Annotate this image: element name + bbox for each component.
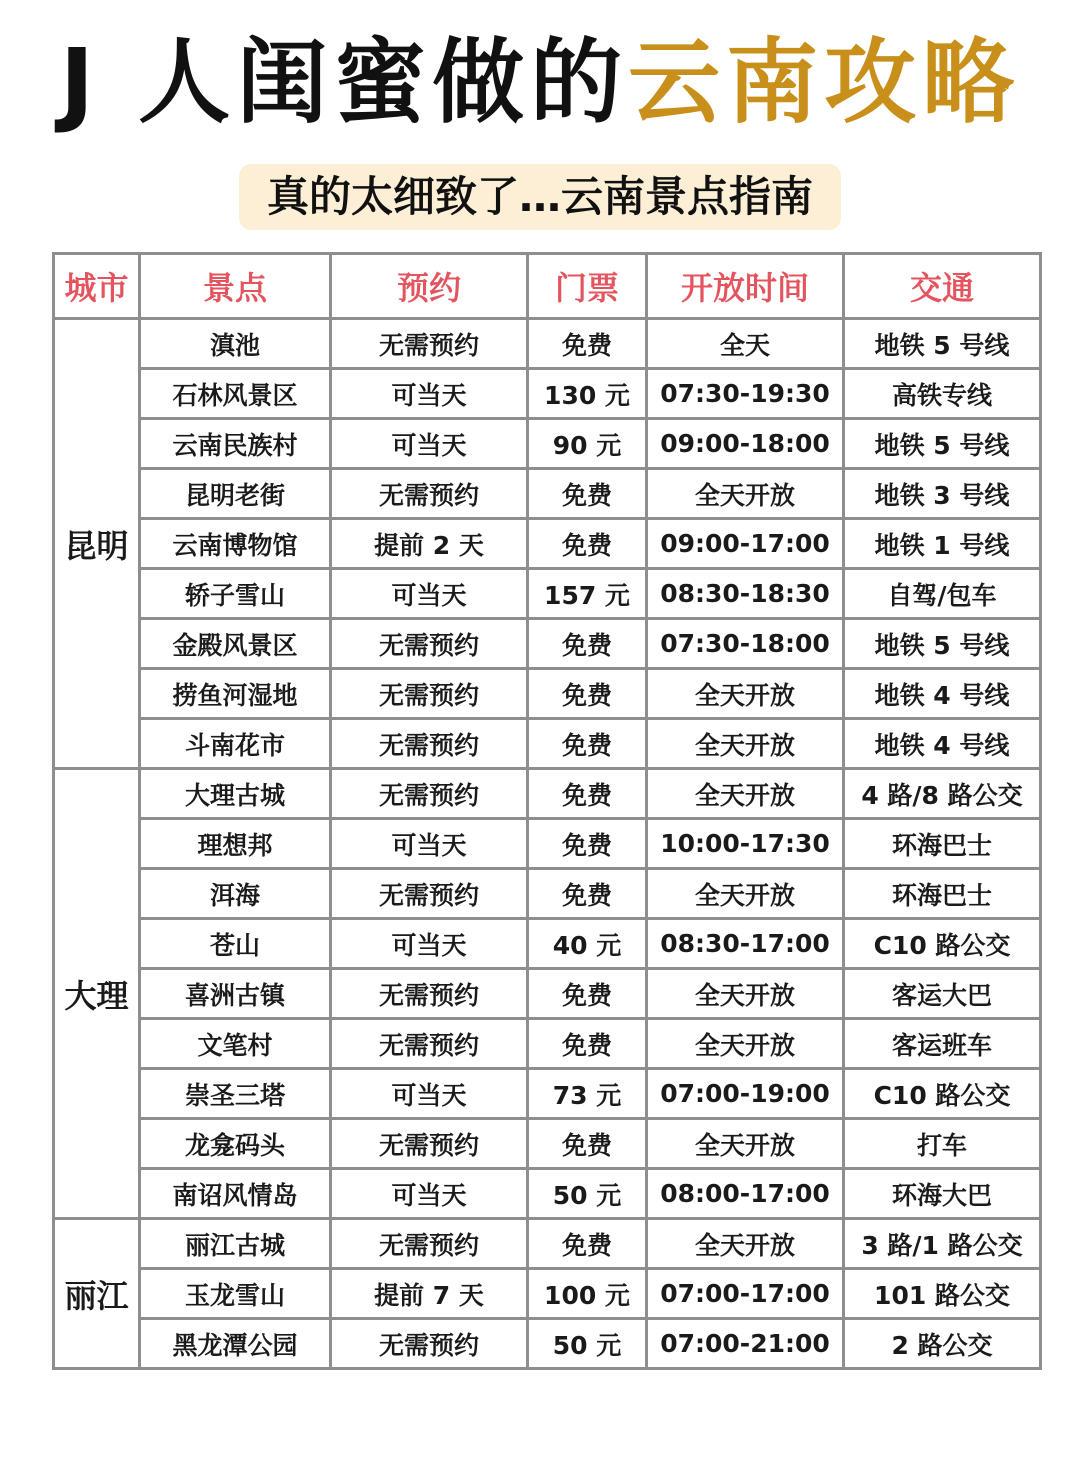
reservation-cell: 无需预约 (331, 1219, 528, 1269)
ticket-cell: 90 元 (528, 419, 647, 469)
ticket-cell: 免费 (528, 319, 647, 369)
reservation-cell: 可当天 (331, 419, 528, 469)
table-row (54, 769, 1041, 819)
spot-cell: 苍山 (140, 919, 331, 969)
transport-cell: 环海巴士 (844, 869, 1041, 919)
ticket-cell: 免费 (528, 719, 647, 769)
header-transport: 交通 (844, 254, 1041, 319)
ticket-cell: 免费 (528, 669, 647, 719)
spot-cell: 龙龛码头 (140, 1119, 331, 1169)
ticket-cell: 免费 (528, 519, 647, 569)
table-row (54, 869, 1041, 919)
hours-cell: 全天 (647, 319, 844, 369)
ticket-cell: 免费 (528, 1119, 647, 1169)
table-row (54, 619, 1041, 669)
reservation-cell: 提前 7 天 (331, 1269, 528, 1319)
reservation-cell: 无需预约 (331, 619, 528, 669)
reservation-cell: 提前 2 天 (331, 519, 528, 569)
hours-cell: 全天开放 (647, 1219, 844, 1269)
reservation-cell: 无需预约 (331, 769, 528, 819)
spot-cell: 崇圣三塔 (140, 1069, 331, 1119)
hours-cell: 全天开放 (647, 769, 844, 819)
ticket-cell: 免费 (528, 619, 647, 669)
transport-cell: 高铁专线 (844, 369, 1041, 419)
hours-cell: 全天开放 (647, 1019, 844, 1069)
reservation-cell: 无需预约 (331, 1119, 528, 1169)
hours-cell: 08:30-17:00 (647, 919, 844, 969)
ticket-cell: 130 元 (528, 369, 647, 419)
spot-cell: 洱海 (140, 869, 331, 919)
table-row (54, 1169, 1041, 1219)
hours-cell: 07:00-19:00 (647, 1069, 844, 1119)
ticket-cell: 40 元 (528, 919, 647, 969)
table-row (54, 319, 1041, 369)
spot-cell: 滇池 (140, 319, 331, 369)
hours-cell: 08:00-17:00 (647, 1169, 844, 1219)
header-ticket: 门票 (528, 254, 647, 319)
transport-cell: 客运大巴 (844, 969, 1041, 1019)
header-hours: 开放时间 (647, 254, 844, 319)
transport-cell: 环海大巴 (844, 1169, 1041, 1219)
reservation-cell: 无需预约 (331, 669, 528, 719)
reservation-cell: 可当天 (331, 819, 528, 869)
title-part1: J 人闺蜜做的 (59, 29, 629, 136)
table-row (54, 669, 1041, 719)
header-spot: 景点 (140, 254, 331, 319)
spot-cell: 南诏风情岛 (140, 1169, 331, 1219)
table-row (54, 1219, 1041, 1269)
spot-cell: 轿子雪山 (140, 569, 331, 619)
hours-cell: 全天开放 (647, 719, 844, 769)
table-row (54, 469, 1041, 519)
transport-cell: 打车 (844, 1119, 1041, 1169)
table-body (54, 319, 1041, 1369)
transport-cell: 自驾/包车 (844, 569, 1041, 619)
reservation-cell: 无需预约 (331, 319, 528, 369)
table-row (54, 819, 1041, 869)
spot-cell: 斗南花市 (140, 719, 331, 769)
ticket-cell: 50 元 (528, 1319, 647, 1369)
reservation-cell: 无需预约 (331, 869, 528, 919)
transport-cell: 地铁 4 号线 (844, 669, 1041, 719)
table-row (54, 1269, 1041, 1319)
city-cell: 大理 (54, 769, 140, 1219)
header-reservation: 预约 (331, 254, 528, 319)
table-row (54, 1319, 1041, 1369)
transport-cell: 2 路公交 (844, 1319, 1041, 1369)
hours-cell: 09:00-17:00 (647, 519, 844, 569)
table-row (54, 1019, 1041, 1069)
table-row (54, 419, 1041, 469)
title-part2: 云南攻略 (628, 29, 1021, 136)
ticket-cell: 100 元 (528, 1269, 647, 1319)
transport-cell: 客运班车 (844, 1019, 1041, 1069)
reservation-cell: 可当天 (331, 569, 528, 619)
hours-cell: 全天开放 (647, 669, 844, 719)
subtitle-banner: 真的太细致了…云南景点指南 (239, 164, 841, 230)
transport-cell: 101 路公交 (844, 1269, 1041, 1319)
city-cell: 丽江 (54, 1219, 140, 1369)
ticket-cell: 73 元 (528, 1069, 647, 1119)
table-row (54, 919, 1041, 969)
ticket-cell: 免费 (528, 769, 647, 819)
hours-cell: 全天开放 (647, 469, 844, 519)
page-title (0, 28, 1080, 138)
hours-cell: 07:30-19:30 (647, 369, 844, 419)
hours-cell: 07:30-18:00 (647, 619, 844, 669)
ticket-cell: 免费 (528, 969, 647, 1019)
table-row (54, 569, 1041, 619)
table-header-row (54, 254, 1041, 319)
reservation-cell: 可当天 (331, 919, 528, 969)
spot-cell: 黑龙潭公园 (140, 1319, 331, 1369)
spot-cell: 石林风景区 (140, 369, 331, 419)
spot-cell: 云南民族村 (140, 419, 331, 469)
reservation-cell: 可当天 (331, 1069, 528, 1119)
scenic-spots-table (52, 252, 1042, 1370)
spot-cell: 捞鱼河湿地 (140, 669, 331, 719)
hours-cell: 09:00-18:00 (647, 419, 844, 469)
ticket-cell: 免费 (528, 869, 647, 919)
transport-cell: 地铁 4 号线 (844, 719, 1041, 769)
reservation-cell: 可当天 (331, 369, 528, 419)
transport-cell: 地铁 5 号线 (844, 619, 1041, 669)
table-row (54, 969, 1041, 1019)
ticket-cell: 免费 (528, 469, 647, 519)
hours-cell: 07:00-21:00 (647, 1319, 844, 1369)
ticket-cell: 免费 (528, 1019, 647, 1069)
hours-cell: 全天开放 (647, 1119, 844, 1169)
spot-cell: 昆明老街 (140, 469, 331, 519)
table-row (54, 719, 1041, 769)
hours-cell: 08:30-18:30 (647, 569, 844, 619)
spot-cell: 喜洲古镇 (140, 969, 331, 1019)
spot-cell: 理想邦 (140, 819, 331, 869)
ticket-cell: 免费 (528, 1219, 647, 1269)
hours-cell: 07:00-17:00 (647, 1269, 844, 1319)
spot-cell: 云南博物馆 (140, 519, 331, 569)
transport-cell: 4 路/8 路公交 (844, 769, 1041, 819)
reservation-cell: 无需预约 (331, 1019, 528, 1069)
transport-cell: 地铁 1 号线 (844, 519, 1041, 569)
ticket-cell: 50 元 (528, 1169, 647, 1219)
spot-cell: 大理古城 (140, 769, 331, 819)
transport-cell: 地铁 5 号线 (844, 319, 1041, 369)
transport-cell: C10 路公交 (844, 919, 1041, 969)
table-row (54, 1119, 1041, 1169)
transport-cell: 地铁 5 号线 (844, 419, 1041, 469)
reservation-cell: 无需预约 (331, 969, 528, 1019)
table-row (54, 1069, 1041, 1119)
reservation-cell: 无需预约 (331, 719, 528, 769)
spot-cell: 文笔村 (140, 1019, 331, 1069)
table-row (54, 519, 1041, 569)
transport-cell: 环海巴士 (844, 819, 1041, 869)
reservation-cell: 无需预约 (331, 1319, 528, 1369)
header-city: 城市 (54, 254, 140, 319)
hours-cell: 全天开放 (647, 969, 844, 1019)
reservation-cell: 无需预约 (331, 469, 528, 519)
transport-cell: C10 路公交 (844, 1069, 1041, 1119)
ticket-cell: 157 元 (528, 569, 647, 619)
transport-cell: 3 路/1 路公交 (844, 1219, 1041, 1269)
reservation-cell: 可当天 (331, 1169, 528, 1219)
city-cell: 昆明 (54, 319, 140, 769)
spot-cell: 玉龙雪山 (140, 1269, 331, 1319)
hours-cell: 10:00-17:30 (647, 819, 844, 869)
spot-cell: 丽江古城 (140, 1219, 331, 1269)
ticket-cell: 免费 (528, 819, 647, 869)
hours-cell: 全天开放 (647, 869, 844, 919)
spot-cell: 金殿风景区 (140, 619, 331, 669)
transport-cell: 地铁 3 号线 (844, 469, 1041, 519)
table-row (54, 369, 1041, 419)
